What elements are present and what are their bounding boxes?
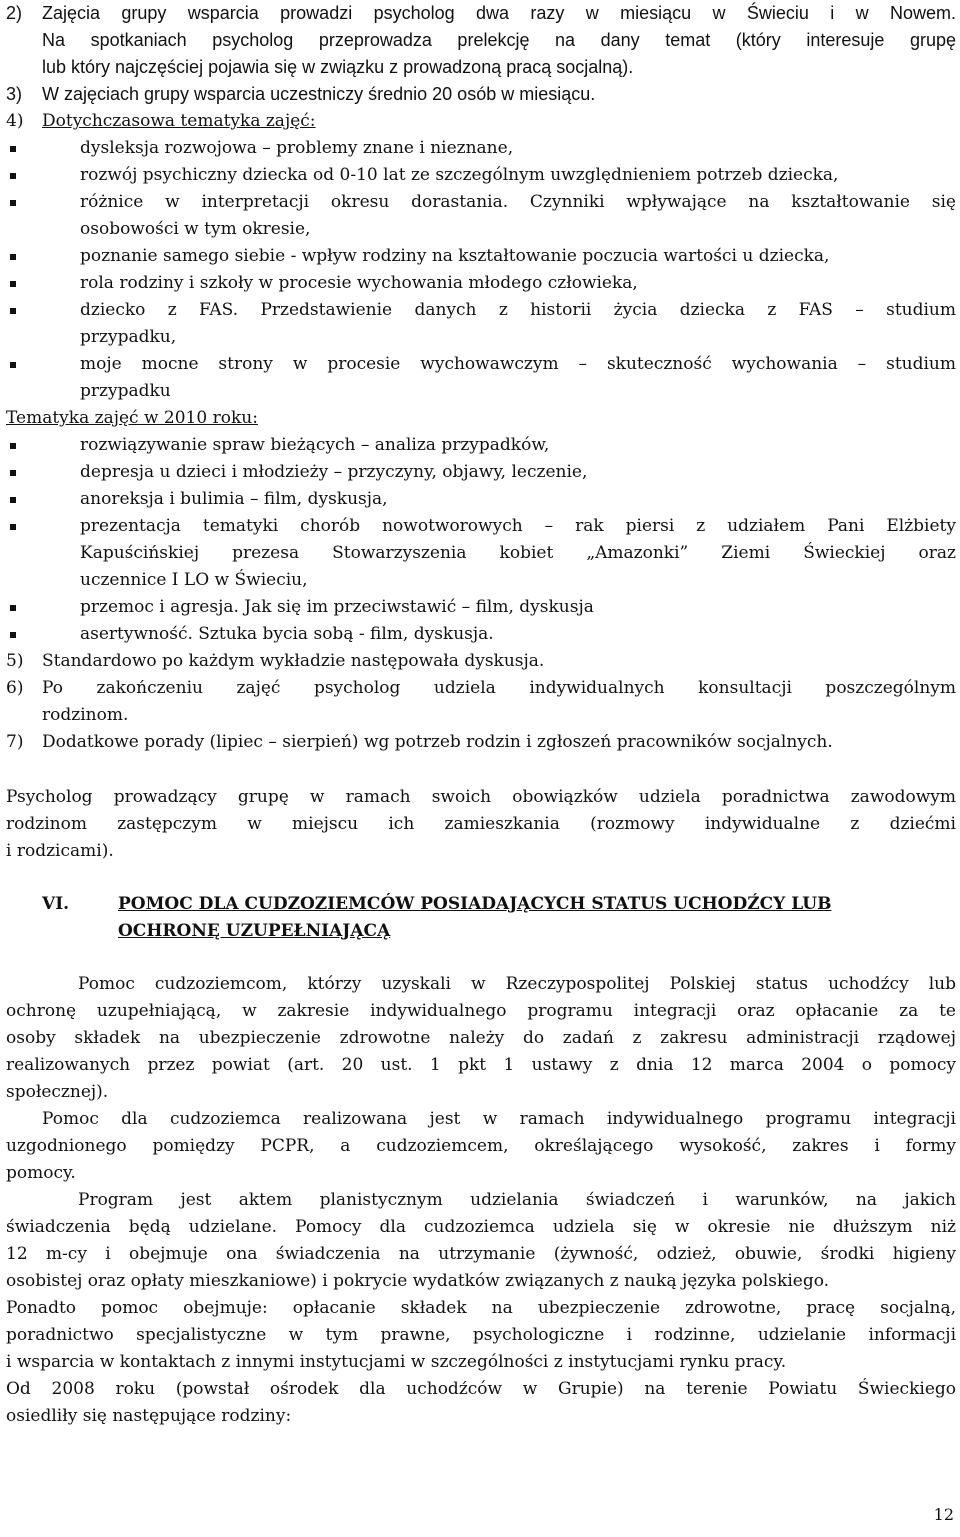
bullet-line: dysleksja rozwojowa – problemy znane i nieznane, xyxy=(80,138,514,158)
bullet-square-icon xyxy=(8,432,80,459)
item-line: rodzinom. xyxy=(42,705,129,725)
bullet-square-icon xyxy=(8,135,80,162)
bullet-square-icon xyxy=(8,351,80,405)
page-number: 12 xyxy=(933,1505,954,1524)
paragraph-line: Psycholog prowadzący grupę w ramach swoich obowiązków udziela poradnictwa zawodowym xyxy=(6,787,956,807)
topics-2010-heading: Tematyka zajęć w 2010 roku: xyxy=(6,408,258,428)
paragraph-1 xyxy=(6,971,956,1106)
bullet-square-icon xyxy=(8,513,80,594)
bullet-item xyxy=(6,189,956,243)
item-number: 4) xyxy=(6,111,24,131)
bullet-line: asertywność. Sztuka bycia sobą - film, dyskusja. xyxy=(80,624,494,644)
item-line: Na spotkaniach psycholog przeprowadza prelekcję na dany temat (który interesuje grupę xyxy=(42,30,956,50)
item-number: 2) xyxy=(6,3,23,23)
bullet-item xyxy=(6,270,956,297)
list-item-2 xyxy=(6,0,956,81)
item-number: 6) xyxy=(6,678,24,698)
bullet-item xyxy=(6,297,956,351)
paragraph-line: Program jest aktem planistycznym udzielania świadczeń i warunków, na jakich xyxy=(78,1190,956,1210)
page-content xyxy=(6,0,956,1430)
bullet-item xyxy=(6,486,956,513)
bullet-line: anoreksja i bulimia – film, dyskusja, xyxy=(80,489,388,509)
bullet-line: rola rodziny i szkoły w procesie wychowania młodego człowieka, xyxy=(80,273,638,293)
item-number: 3) xyxy=(6,84,23,104)
bullet-square-icon xyxy=(8,270,80,297)
list-item-3 xyxy=(6,81,956,108)
bullet-square-icon xyxy=(8,162,80,189)
bullet-square-icon xyxy=(8,297,80,351)
bullet-line: dziecko z FAS. Przedstawienie danych z historii życia dziecka z FAS – studium xyxy=(80,300,956,320)
bullet-line: moje mocne strony w procesie wychowawczym – skuteczność wychowania – studium xyxy=(80,354,956,374)
paragraph-4 xyxy=(6,1295,956,1376)
section-title-line: POMOC DLA CUDZOZIEMCÓW POSIADAJĄCYCH STATUS UCHODŹCY LUB xyxy=(118,894,832,914)
section-title-line: OCHRONĘ UZUPEŁNIAJĄCĄ xyxy=(118,921,391,941)
bullet-line: przypadku, xyxy=(80,327,177,347)
paragraph-psychologist xyxy=(6,784,956,865)
bullet-square-icon xyxy=(8,189,80,243)
paragraph-line: i wsparcia w kontaktach z innymi instytucjami w szczególności z instytucjami rynku pracy. xyxy=(6,1352,787,1372)
bullet-square-icon xyxy=(8,243,80,270)
bullet-line: prezentacja tematyki chorób nowotworowych – rak piersi z udziałem Pani Elżbiety xyxy=(80,516,956,536)
paragraph-line: Ponadto pomoc obejmuje: opłacanie składek na ubezpieczenie zdrowotne, pracę socjalną, xyxy=(6,1298,956,1318)
bullet-item xyxy=(6,135,956,162)
bullet-line: Kapuścińskiej prezesa Stowarzyszenia kobiet „Amazonki” Ziemi Świeckiej oraz xyxy=(80,543,956,563)
bullet-line: przypadku xyxy=(80,381,171,401)
item-number: 7) xyxy=(6,732,24,752)
paragraph-line: osiedliły się następujące rodziny: xyxy=(6,1406,292,1426)
bullet-square-icon xyxy=(8,594,80,621)
bullet-line: rozwój psychiczny dziecka od 0-10 lat ze szczególnym uwzględnieniem potrzeb dziecka, xyxy=(80,165,839,185)
paragraph-line: osoby składek na ubezpieczenie zdrowotne należy do zadań z zakresu administracji rządowej xyxy=(6,1028,956,1048)
paragraph-line: uzgodnionego pomiędzy PCPR, a cudzoziemcem, określającego wysokość, zakres i formy xyxy=(6,1136,956,1156)
paragraph-5 xyxy=(6,1376,956,1430)
bullet-line: różnice w interpretacji okresu dorastania. Czynniki wpływające na kształtowanie się xyxy=(80,192,956,212)
list-item-6 xyxy=(6,675,956,729)
bullet-line: osobowości w tym okresie, xyxy=(80,219,311,239)
paragraph-line: i rodzicami). xyxy=(6,841,114,861)
bullet-line: rozwiązywanie spraw bieżących – analiza przypadków, xyxy=(80,435,550,455)
item-line: Standardowo po każdym wykładzie następowała dyskusja. xyxy=(42,651,545,671)
paragraph-line: świadczenia będą udzielane. Pomocy dla cudzoziemca udziela się w okresie nie dłuższym niż xyxy=(6,1217,956,1237)
item-line: Dodatkowe porady (lipiec – sierpień) wg potrzeb rodzin i zgłoszeń pracowników socjalnych. xyxy=(42,732,833,752)
item-number: 5) xyxy=(6,651,24,671)
bullet-item xyxy=(6,162,956,189)
item-line: W zajęciach grupy wsparcia uczestniczy średnio 20 osób w miesiącu. xyxy=(42,84,596,104)
paragraph-line: ochronę uzupełniającą, w zakresie indywidualnego programu integracji oraz opłacanie za te xyxy=(6,1001,956,1021)
item-line: lub który najczęściej pojawia się w związku z prowadzoną pracą socjalną). xyxy=(42,57,634,77)
bullet-square-icon xyxy=(8,621,80,648)
list-item-7 xyxy=(6,729,956,756)
paragraph-2 xyxy=(6,1106,956,1187)
bullet-line: depresja u dzieci i młodzieży – przyczyny, objawy, leczenie, xyxy=(80,462,588,482)
paragraph-line: Pomoc dla cudzoziemca realizowana jest w ramach indywidualnego programu integracji xyxy=(42,1109,956,1129)
item-line: Po zakończeniu zajęć psycholog udziela indywidualnych konsultacji poszczególnym xyxy=(42,678,956,698)
paragraph-line: osobistej oraz opłaty mieszkaniowe) i pokrycie wydatków związanych z nauką języka polskiego. xyxy=(6,1271,830,1291)
paragraph-line: realizowanych przez powiat (art. 20 ust. 1 pkt 1 ustawy z dnia 12 marca 2004 o pomocy xyxy=(6,1055,956,1075)
bullet-item xyxy=(6,351,956,405)
paragraph-line: rodzinom zastępczym w miejscu ich zamieszkania (rozmowy indywidualne z dziećmi xyxy=(6,814,956,834)
paragraph-line: pomocy. xyxy=(6,1163,76,1183)
paragraph-3 xyxy=(6,1187,956,1295)
bullet-item xyxy=(6,594,956,621)
section-heading xyxy=(6,891,956,945)
paragraph-line: społecznej). xyxy=(6,1082,109,1102)
bullet-square-icon xyxy=(8,486,80,513)
item-line: Zajęcia grupy wsparcia prowadzi psycholog dwa razy w miesiącu w Świeciu i w Nowem. xyxy=(42,3,956,23)
bullet-line: poznanie samego siebie - wpływ rodziny na kształtowanie poczucia wartości u dziecka, xyxy=(80,246,830,266)
topics-heading: Dotychczasowa tematyka zajęć: xyxy=(42,111,316,131)
paragraph-line: Pomoc cudzoziemcom, którzy uzyskali w Rzeczypospolitej Polskiej status uchodźcy lub xyxy=(78,974,956,994)
bullet-item xyxy=(6,513,956,594)
paragraph-line: Od 2008 roku (powstał ośrodek dla uchodźców w Grupie) na terenie Powiatu Świeckiego xyxy=(6,1379,956,1399)
section-number: VI. xyxy=(42,894,70,914)
bullet-line: uczennice I LO w Świeciu, xyxy=(80,570,308,590)
bullet-line: przemoc i agresja. Jak się im przeciwstawić – film, dyskusja xyxy=(80,597,594,617)
list-item-4 xyxy=(6,108,956,135)
paragraph-line: poradnictwo specjalistyczne w tym prawne, psychologiczne i rodzinne, udzielanie informacji xyxy=(6,1325,956,1345)
bullet-item xyxy=(6,459,956,486)
bullet-item xyxy=(6,243,956,270)
bullet-square-icon xyxy=(8,459,80,486)
bullet-item xyxy=(6,432,956,459)
bullet-item xyxy=(6,621,956,648)
list-item-5 xyxy=(6,648,956,675)
paragraph-line: 12 m-cy i obejmuje ona świadczenia na utrzymanie (żywność, odzież, obuwie, środki higieny xyxy=(6,1244,956,1264)
